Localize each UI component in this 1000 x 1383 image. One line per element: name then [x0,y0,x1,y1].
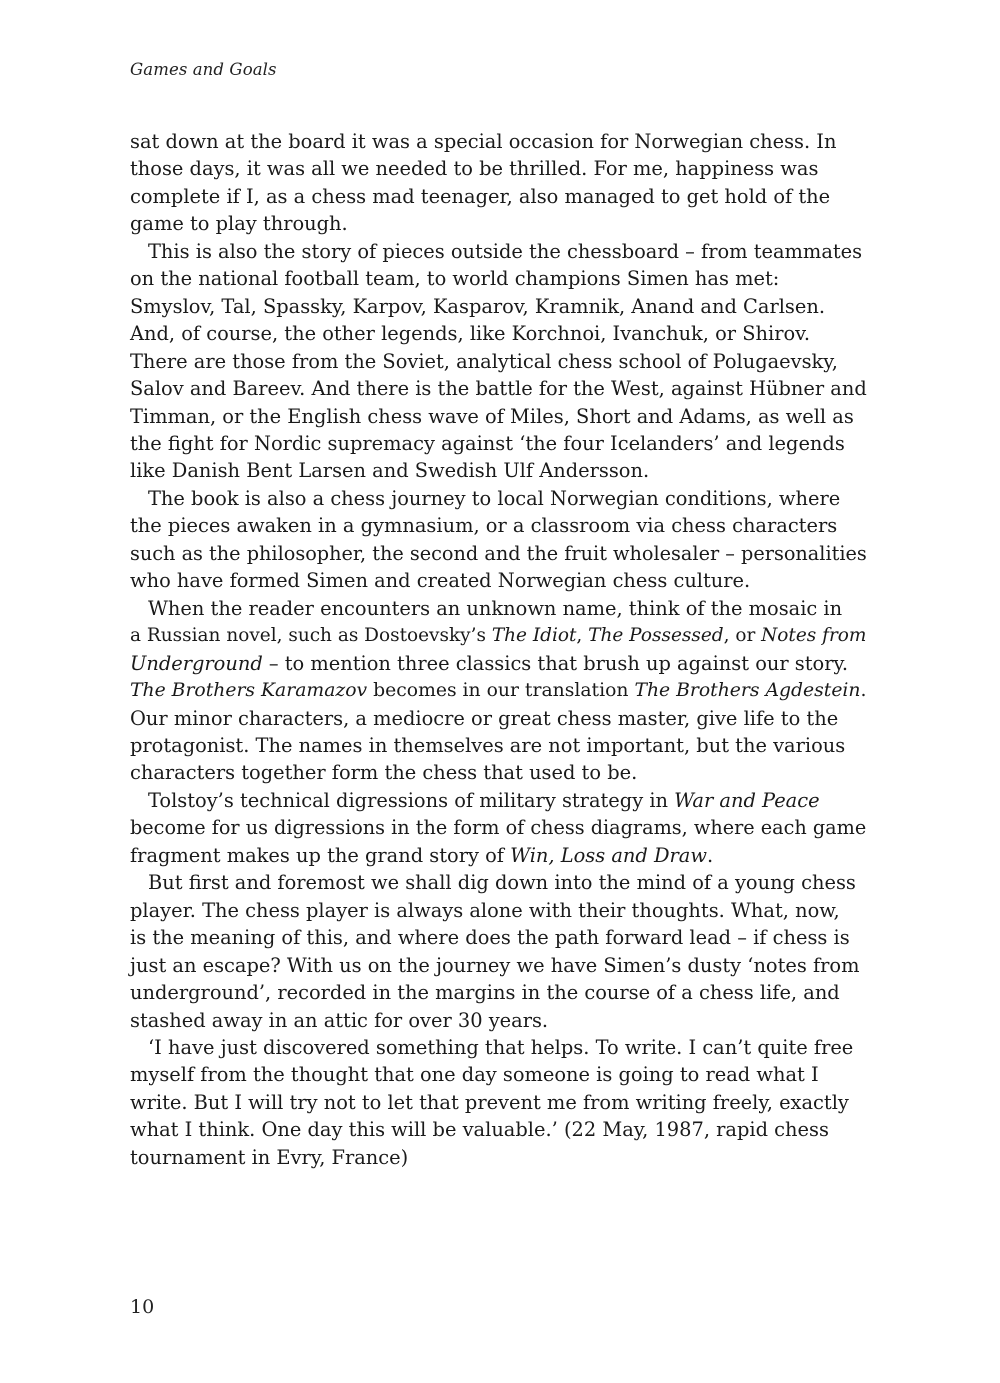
text-run: . [706,843,714,867]
text-run: those days, it was all we needed to be thrilled. For me, happiness was [130,157,819,181]
text-line [130,457,870,484]
text-line [130,1089,870,1116]
text-run: , or [723,625,762,647]
text-run: characters together form the chess that used to be. [130,761,638,785]
text-run: fragment makes up the grand story of [130,843,511,867]
text-run: myself from the thought that one day someone is going to read what I [130,1063,819,1087]
text-line [130,375,870,402]
text-run: underground’, recorded in the margins in the course of a chess life, and [130,981,840,1005]
italic-title: War and Peace [674,788,820,812]
text-line [130,430,870,457]
text-run: – to mention three classics that brush up against our story. [262,651,849,675]
text-line [130,183,870,210]
italic-title: The Possessed [588,625,724,647]
text-line [130,320,870,347]
text-run: like Danish Bent Larsen and Swedish Ulf Andersson. [130,459,650,483]
text-line [130,1061,870,1088]
text-run: a Russian novel, such as Dostoevsky’s [130,625,492,647]
text-line [130,1116,870,1143]
text-line [130,705,870,732]
text-run: The book is also a chess journey to local Norwegian conditions, where [148,486,841,510]
text-run: what I think. One day this will be valuable.’ (22 May, 1987, rapid chess [130,1118,829,1142]
text-run: tournament in Evry, France) [130,1145,409,1169]
text-run: sat down at the board it was a special occasion for Norwegian chess. In [130,130,837,153]
text-line [130,293,870,320]
text-run: , [576,625,589,647]
text-line [130,650,870,677]
text-line [130,622,870,649]
text-run: the pieces awaken in a gymnasium, or a classroom via chess characters [130,514,838,538]
text-run: Tolstoy’s technical digressions of military strategy in [148,788,675,812]
text-run: Smyslov, Tal, Spassky, Karpov, Kasparov, Kramnik, Anand and Carlsen. [130,294,825,318]
text-line [130,842,870,869]
italic-title: The Brothers Karamazov [130,680,368,702]
text-line [130,348,870,375]
paragraph-first-line [130,1034,870,1061]
text-run: But first and foremost we shall dig down into the mind of a young chess [148,871,856,895]
text-run: . [860,680,867,702]
paragraph-first-line [130,485,870,512]
text-line [130,155,870,182]
text-run: becomes in our translation [367,680,635,702]
text-line [130,952,870,979]
text-run: stashed away in an attic for over 30 years. [130,1008,549,1032]
text-run: player. The chess player is always alone with their thoughts. What, now, [130,898,840,922]
text-line [130,1007,870,1034]
text-line [130,210,870,237]
text-run: Our minor characters, a mediocre or great chess master, give life to the [130,706,839,730]
text-run: who have formed Simen and created Norwegian chess culture. [130,569,751,593]
paragraph-first-line [130,238,870,265]
text-line [130,128,870,155]
text-line [130,897,870,924]
text-run: game to play through. [130,212,348,236]
italic-title: Underground [130,651,263,675]
italic-title: Notes from [761,625,867,647]
text-line [130,732,870,759]
running-header: Games and Goals [130,60,277,79]
text-run: complete if I, as a chess mad teenager, also managed to get hold of the [130,184,831,208]
text-run: protagonist. The names in themselves are not important, but the various [130,733,846,757]
text-line [130,1144,870,1171]
text-line [130,567,870,594]
text-run: just an escape? With us on the journey we have Simen’s dusty ‘notes from [130,953,860,977]
text-line [130,924,870,951]
text-run: This is also the story of pieces outside the chessboard – from teammates [148,239,863,263]
italic-title: Win, Loss and Draw [510,843,707,867]
text-run: the fight for Nordic supremacy against ‘the four Icelanders’ and legends [130,431,845,455]
page-number: 10 [130,1296,155,1318]
text-line [130,979,870,1006]
text-run: is the meaning of this, and where does the path forward lead – if chess is [130,926,850,950]
paragraph-first-line [130,787,870,814]
italic-title: The Brothers Agdestein [634,680,861,702]
text-line [130,540,870,567]
text-run: Salov and Bareev. And there is the battle for the West, against Hübner and [130,377,867,401]
text-run: There are those from the Soviet, analytical chess school of Polugaevsky, [130,349,838,373]
body-text [130,128,870,1171]
text-line [130,265,870,292]
text-run: Timman, or the English chess wave of Miles, Short and Adams, as well as [130,404,854,428]
text-line [130,814,870,841]
text-line [130,403,870,430]
paragraph-first-line [130,595,870,622]
text-run: write. But I will try not to let that prevent me from writing freely, exactly [130,1090,849,1114]
text-run: When the reader encounters an unknown name, think of the mosaic in [148,596,843,620]
text-line [130,759,870,786]
text-run: become for us digressions in the form of chess diagrams, where each game [130,816,867,840]
text-run: on the national football team, to world champions Simen has met: [130,267,780,291]
paragraph-first-line [130,869,870,896]
text-line [130,512,870,539]
text-run: And, of course, the other legends, like Korchnoi, Ivanchuk, or Shirov. [130,322,810,346]
text-line [130,677,870,704]
italic-title: The Idiot [491,625,577,647]
text-run: ‘I have just discovered something that helps. To write. I can’t quite free [148,1035,854,1059]
text-run: such as the philosopher, the second and the fruit wholesaler – personalities [130,541,867,565]
